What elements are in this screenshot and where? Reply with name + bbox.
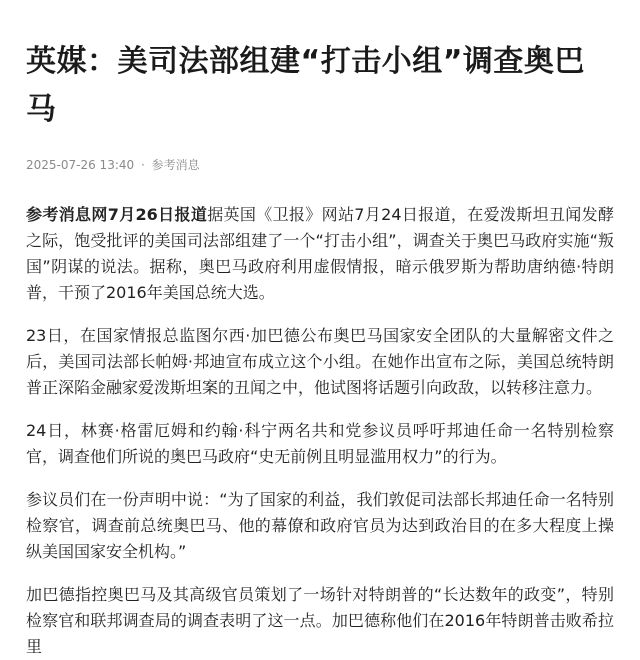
paragraph: 23日，在国家情报总监图尔西·加巴德公布奥巴马国家安全团队的大量解密文件之后，美国司法部长帕姆·邦迪宣布成立这个小组。在她作出宣布之际，美国总统特朗普正深陷金融家爱泼斯坦案的丑闻之中，他试图将话题引向政敌，以转移注意力。 — [26, 326, 614, 397]
publish-date: 2025-07-26 13:40 — [26, 158, 135, 172]
source-label[interactable]: 参考消息 — [151, 158, 200, 172]
article-meta — [26, 156, 614, 174]
meta-separator: · — [140, 158, 145, 172]
dateline: 参考消息网7月26日报道 — [26, 205, 208, 224]
article-body — [26, 202, 614, 660]
paragraph: 加巴德指控奥巴马及其高级官员策划了一场针对特朗普的“长达数年的政变”，特别检察官和联邦调查局的调查表明了这一点。加巴德称他们在2016年特朗普击败希拉里 — [26, 585, 614, 656]
paragraph: 24日，林赛·格雷厄姆和约翰·科宁两名共和党参议员呼吁邦迪任命一名特别检察官，调查他们所说的奥巴马政府“史无前例且明显滥用权力”的行为。 — [26, 421, 614, 466]
paragraph: 参议员们在一份声明中说：“为了国家的利益，我们敦促司法部长邦迪任命一名特别检察官，调查前总统奥巴马、他的幕僚和政府官员为达到政治目的在多大程度上操纵美国国家安全机构。” — [26, 490, 614, 561]
article-title: 英媒：美司法部组建“打击小组”调查奥巴马 — [26, 44, 585, 127]
paragraph-text: 据英国《卫报》网站7月24日报道，在爱泼斯坦丑闻发酵之际，饱受批评的美国司法部组建了一个“打击小组”，调查关于奥巴马政府实施“叛国”阴谋的说法。据称，奥巴马政府利用虚假情报，暗示俄罗斯为帮助唐纳德·特朗普，干预了2016年美国总统大选。 — [26, 205, 614, 302]
paragraph — [26, 202, 614, 306]
